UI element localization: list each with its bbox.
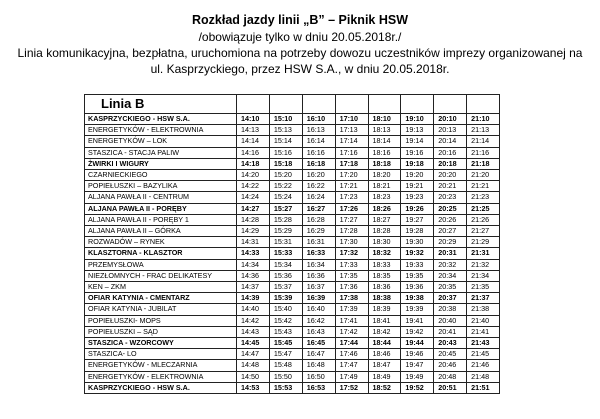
timetable-row [85,382,500,393]
departure-time: 21:21 [467,181,500,192]
departure-time: 18:23 [368,192,401,203]
departure-time: 15:40 [269,304,302,315]
departure-time: 16:10 [302,114,335,125]
stop-name: ENERGETYKÓW - ELEKTROWNIA [85,125,237,136]
departure-time: 14:16 [237,147,270,158]
departure-time: 21:13 [467,125,500,136]
timetable-row [85,293,500,304]
departure-time: 16:18 [302,158,335,169]
timetable-row [85,326,500,337]
departure-time: 19:28 [401,226,434,237]
departure-time: 19:16 [401,147,434,158]
departure-time: 18:52 [368,382,401,393]
departure-time: 16:34 [302,259,335,270]
timetable-row [85,270,500,281]
departure-time: 14:29 [237,226,270,237]
departure-time: 16:42 [302,315,335,326]
departure-time: 19:20 [401,170,434,181]
header-cell [237,95,270,114]
departure-time: 14:13 [237,125,270,136]
stop-name: POPIEŁUSZKI – SĄD [85,326,237,337]
description-line-2: ul. Kasprzyckiego, przez HSW S.A., w dniu 20.05.2018r. [150,62,450,76]
departure-time: 21:32 [467,259,500,270]
departure-time: 19:30 [401,237,434,248]
departure-time: 17:16 [335,147,368,158]
departure-time: 20:14 [434,136,467,147]
departure-time: 17:26 [335,203,368,214]
departure-time: 14:27 [237,203,270,214]
departure-time: 14:10 [237,114,270,125]
timetable-row [85,158,500,169]
departure-time: 16:33 [302,248,335,259]
departure-time: 18:16 [368,147,401,158]
departure-time: 16:20 [302,170,335,181]
departure-time: 21:48 [467,371,500,382]
departure-time: 15:13 [269,125,302,136]
departure-time: 20:21 [434,181,467,192]
departure-time: 16:48 [302,360,335,371]
departure-time: 16:29 [302,226,335,237]
departure-time: 16:14 [302,136,335,147]
departure-time: 17:41 [335,315,368,326]
timetable-row [85,181,500,192]
departure-time: 19:42 [401,326,434,337]
stop-name: OFIAR KATYNIA - JUBILAT [85,304,237,315]
departure-time: 15:39 [269,293,302,304]
departure-time: 19:49 [401,371,434,382]
document-header [0,12,600,77]
departure-time: 14:37 [237,282,270,293]
departure-time: 21:31 [467,248,500,259]
departure-time: 17:21 [335,181,368,192]
timetable-row [85,170,500,181]
departure-time: 17:44 [335,338,368,349]
departure-time: 21:34 [467,270,500,281]
departure-time: 17:27 [335,214,368,225]
departure-time: 20:37 [434,293,467,304]
departure-time: 15:27 [269,203,302,214]
departure-time: 15:18 [269,158,302,169]
departure-time: 21:40 [467,315,500,326]
departure-time: 15:50 [269,371,302,382]
timetable [84,94,500,394]
departure-time: 19:27 [401,214,434,225]
departure-time: 17:30 [335,237,368,248]
departure-time: 20:43 [434,338,467,349]
departure-time: 14:22 [237,181,270,192]
departure-time: 15:53 [269,382,302,393]
validity-note: /obowiązuje tylko w dniu 20.05.2018r./ [198,30,402,44]
departure-time: 18:35 [368,270,401,281]
departure-time: 15:24 [269,192,302,203]
departure-time: 21:35 [467,282,500,293]
departure-time: 18:20 [368,170,401,181]
departure-time: 21:23 [467,192,500,203]
departure-time: 21:16 [467,147,500,158]
departure-time: 19:41 [401,315,434,326]
departure-time: 20:34 [434,270,467,281]
departure-time: 19:32 [401,248,434,259]
departure-time: 21:51 [467,382,500,393]
departure-time: 17:38 [335,293,368,304]
header-cell [335,95,368,114]
departure-time: 19:21 [401,181,434,192]
departure-time: 21:14 [467,136,500,147]
departure-time: 18:30 [368,237,401,248]
departure-time: 16:28 [302,214,335,225]
departure-time: 17:28 [335,226,368,237]
departure-time: 18:39 [368,304,401,315]
timetable-row [85,304,500,315]
departure-time: 14:42 [237,315,270,326]
departure-time: 17:42 [335,326,368,337]
timetable-row [85,349,500,360]
departure-time: 17:13 [335,125,368,136]
departure-time: 15:31 [269,237,302,248]
departure-time: 20:20 [434,170,467,181]
departure-time: 18:49 [368,371,401,382]
departure-time: 21:18 [467,158,500,169]
departure-time: 21:38 [467,304,500,315]
header-cell [401,95,434,114]
departure-time: 16:27 [302,203,335,214]
departure-time: 16:22 [302,181,335,192]
stop-name: NIEZŁOMNYCH - FRAC DELIKATESY [85,270,237,281]
departure-time: 14:36 [237,270,270,281]
timetable-row [85,248,500,259]
departure-time: 19:39 [401,304,434,315]
departure-time: 18:28 [368,226,401,237]
departure-time: 20:40 [434,315,467,326]
departure-time: 21:27 [467,226,500,237]
header-cell [467,95,500,114]
departure-time: 17:36 [335,282,368,293]
stop-name: KASPRZYCKIEGO - HSW S.A. [85,114,237,125]
departure-time: 16:24 [302,192,335,203]
departure-time: 16:39 [302,293,335,304]
departure-time: 17:49 [335,371,368,382]
departure-time: 19:46 [401,349,434,360]
departure-time: 19:38 [401,293,434,304]
departure-time: 18:27 [368,214,401,225]
departure-time: 16:13 [302,125,335,136]
departure-time: 17:46 [335,349,368,360]
departure-time: 18:21 [368,181,401,192]
departure-time: 20:48 [434,371,467,382]
departure-time: 18:26 [368,203,401,214]
departure-time: 15:28 [269,214,302,225]
stop-name: OFIAR KATYNIA - CMENTARZ [85,293,237,304]
timetable-header-row [85,95,500,114]
departure-time: 14:50 [237,371,270,382]
stop-name: STASZICA - WZORCOWY [85,338,237,349]
timetable-row [85,226,500,237]
departure-time: 19:52 [401,382,434,393]
departure-time: 19:33 [401,259,434,270]
departure-time: 17:32 [335,248,368,259]
departure-time: 14:48 [237,360,270,371]
timetable-row [85,192,500,203]
departure-time: 21:45 [467,349,500,360]
departure-time: 15:33 [269,248,302,259]
departure-time: 21:37 [467,293,500,304]
departure-time: 18:36 [368,282,401,293]
departure-time: 16:36 [302,270,335,281]
departure-time: 18:33 [368,259,401,270]
departure-time: 14:47 [237,349,270,360]
description-line-1: Linia komunikacyjna, bezpłatna, uruchomiona na potrzeby dowozu uczestników imprezy organizowanej na [17,46,583,60]
departure-time: 18:32 [368,248,401,259]
timetable-row [85,338,500,349]
stop-name: ENERGETYKÓW – LOK [85,136,237,147]
departure-time: 20:23 [434,192,467,203]
departure-time: 19:35 [401,270,434,281]
departure-time: 17:47 [335,360,368,371]
departure-time: 19:23 [401,192,434,203]
departure-time: 15:36 [269,270,302,281]
stop-name: POPIEŁUSZKI- MOPS [85,315,237,326]
departure-time: 17:14 [335,136,368,147]
departure-time: 14:24 [237,192,270,203]
departure-time: 21:26 [467,214,500,225]
departure-time: 15:10 [269,114,302,125]
departure-time: 14:14 [237,136,270,147]
departure-time: 20:13 [434,125,467,136]
departure-time: 19:14 [401,136,434,147]
departure-time: 17:18 [335,158,368,169]
header-cell [368,95,401,114]
departure-time: 21:29 [467,237,500,248]
departure-time: 15:20 [269,170,302,181]
departure-time: 16:43 [302,326,335,337]
departure-time: 18:38 [368,293,401,304]
page-title: Rozkład jazdy linii „B” – Piknik HSW [191,13,408,27]
departure-time: 20:10 [434,114,467,125]
header-cell [434,95,467,114]
departure-time: 20:31 [434,248,467,259]
stop-name: STASZICA - STACJA PALIW [85,147,237,158]
timetable-row [85,360,500,371]
timetable-row [85,114,500,125]
departure-time: 20:26 [434,214,467,225]
stop-name: ALJANA PAWŁA II - CENTRUM [85,192,237,203]
departure-time: 14:43 [237,326,270,337]
stop-name: ENERGETYKÓW - MLECZARNIA [85,360,237,371]
departure-time: 17:20 [335,170,368,181]
timetable-row [85,203,500,214]
departure-time: 16:47 [302,349,335,360]
departure-time: 20:41 [434,326,467,337]
departure-time: 15:45 [269,338,302,349]
timetable-row [85,259,500,270]
departure-time: 21:20 [467,170,500,181]
departure-time: 20:35 [434,282,467,293]
departure-time: 16:40 [302,304,335,315]
departure-time: 20:38 [434,304,467,315]
departure-time: 20:46 [434,360,467,371]
departure-time: 21:43 [467,338,500,349]
departure-time: 21:25 [467,203,500,214]
departure-time: 18:10 [368,114,401,125]
departure-time: 20:45 [434,349,467,360]
stop-name: ŻWIRKI I WIGURY [85,158,237,169]
departure-time: 20:25 [434,203,467,214]
departure-time: 20:51 [434,382,467,393]
departure-time: 19:18 [401,158,434,169]
stop-name: ENERGETYKÓW - ELEKTROWNIA [85,371,237,382]
departure-time: 16:16 [302,147,335,158]
departure-time: 16:53 [302,382,335,393]
departure-time: 18:41 [368,315,401,326]
departure-time: 19:13 [401,125,434,136]
timetable-row [85,282,500,293]
departure-time: 17:33 [335,259,368,270]
stop-name: KLASZTORNA - KLASZTOR [85,248,237,259]
departure-time: 14:28 [237,214,270,225]
departure-time: 20:18 [434,158,467,169]
departure-time: 20:16 [434,147,467,158]
departure-time: 15:43 [269,326,302,337]
departure-time: 14:18 [237,158,270,169]
timetable-row [85,214,500,225]
stop-name: ALJANA PAWŁA II - PORĘBY [85,203,237,214]
stop-name: PRZEMYSŁOWA [85,259,237,270]
departure-time: 16:37 [302,282,335,293]
departure-time: 15:14 [269,136,302,147]
departure-time: 20:27 [434,226,467,237]
departure-time: 18:13 [368,125,401,136]
timetable-row [85,315,500,326]
header-cell [302,95,335,114]
stop-name: CZARNIECKIEGO [85,170,237,181]
departure-time: 17:39 [335,304,368,315]
departure-time: 14:40 [237,304,270,315]
departure-time: 14:34 [237,259,270,270]
departure-time: 15:22 [269,181,302,192]
departure-time: 21:46 [467,360,500,371]
departure-time: 16:31 [302,237,335,248]
stop-name: ALJANA PAWŁA II - PORĘBY 1 [85,214,237,225]
departure-time: 17:10 [335,114,368,125]
stop-name: KEN – ZKM [85,282,237,293]
departure-time: 15:42 [269,315,302,326]
departure-time: 21:41 [467,326,500,337]
departure-time: 16:50 [302,371,335,382]
departure-time: 18:47 [368,360,401,371]
stop-name: KASPRZYCKIEGO - HSW S.A. [85,382,237,393]
departure-time: 15:16 [269,147,302,158]
stop-name: ALJANA PAWŁA II – GÓRKA [85,226,237,237]
departure-time: 14:45 [237,338,270,349]
departure-time: 21:10 [467,114,500,125]
departure-time: 19:36 [401,282,434,293]
departure-time: 14:31 [237,237,270,248]
departure-time: 14:33 [237,248,270,259]
departure-time: 17:23 [335,192,368,203]
stop-name: ROZWADÓW – RYNEK [85,237,237,248]
departure-time: 15:48 [269,360,302,371]
line-label: Linia B [85,95,237,114]
departure-time: 18:42 [368,326,401,337]
departure-time: 14:39 [237,293,270,304]
departure-time: 14:53 [237,382,270,393]
timetable-row [85,147,500,158]
departure-time: 17:52 [335,382,368,393]
timetable-row [85,125,500,136]
departure-time: 17:35 [335,270,368,281]
departure-time: 15:47 [269,349,302,360]
departure-time: 19:26 [401,203,434,214]
departure-time: 15:37 [269,282,302,293]
departure-time: 19:44 [401,338,434,349]
departure-time: 18:14 [368,136,401,147]
departure-time: 16:45 [302,338,335,349]
departure-time: 15:34 [269,259,302,270]
departure-time: 19:47 [401,360,434,371]
departure-time: 20:29 [434,237,467,248]
departure-time: 18:18 [368,158,401,169]
timetable-row [85,371,500,382]
departure-time: 18:44 [368,338,401,349]
departure-time: 18:46 [368,349,401,360]
stop-name: POPIEŁUSZKI – BAZYLIKA [85,181,237,192]
timetable-row [85,136,500,147]
timetable-row [85,237,500,248]
departure-time: 19:10 [401,114,434,125]
departure-time: 14:20 [237,170,270,181]
stop-name: STASZICA- LO [85,349,237,360]
departure-time: 15:29 [269,226,302,237]
header-cell [269,95,302,114]
departure-time: 20:32 [434,259,467,270]
